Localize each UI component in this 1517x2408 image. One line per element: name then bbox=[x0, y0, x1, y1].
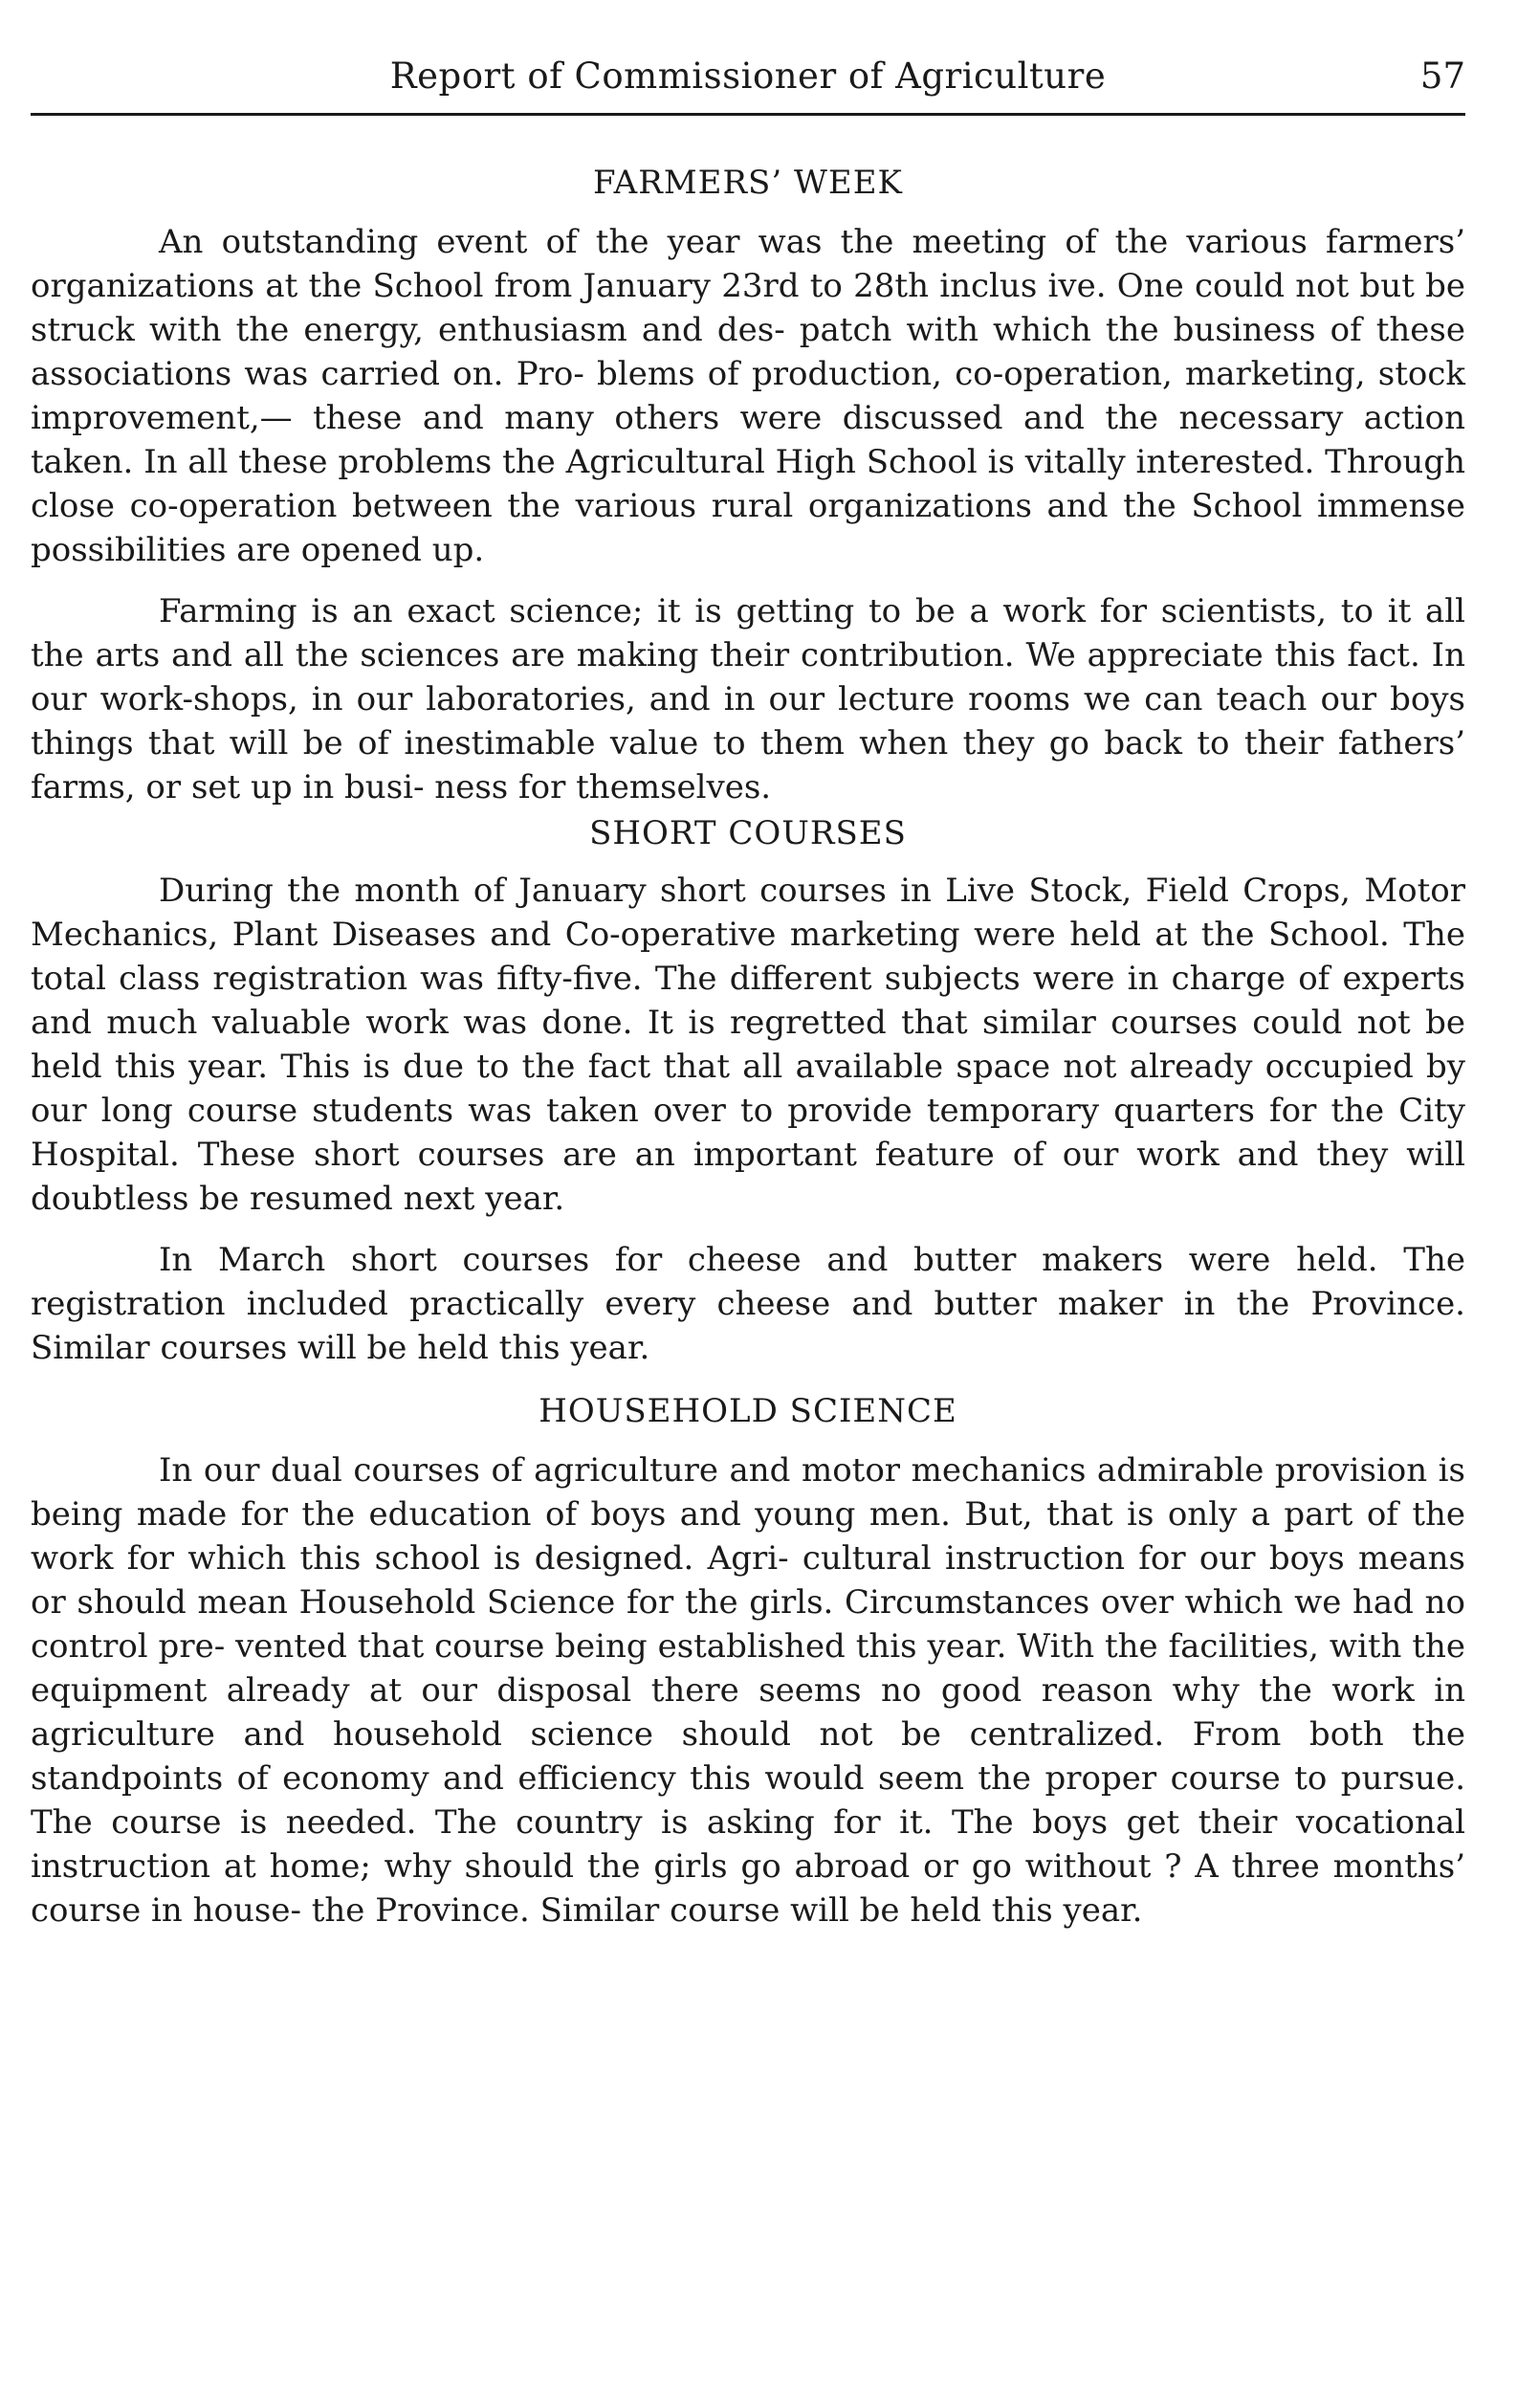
body-text bbox=[31, 161, 1465, 1933]
header-rule bbox=[31, 113, 1465, 116]
running-title: Report of Commissioner of Agriculture bbox=[389, 55, 1107, 97]
page-number: 57 bbox=[1419, 55, 1465, 97]
paragraph: During the month of January short courses in Live Stock, Field Crops, Motor Mechanics, Plant Diseases and Co-operative marketing were held at the School. The total class registration was fifty-five. The different subjects were in charge of experts and much valuable work was done. It is regretted that similar courses could not be held this year. This is due to the fact that all available space not already occupied by our long course students was taken over to provide temporary quarters for the City Hospital. These short courses are an important feature of our work and they will doubtless be resumed next year. bbox=[31, 872, 1465, 1218]
running-header bbox=[31, 55, 1465, 103]
section-heading-farmers-week: FARMERS’ WEEK bbox=[593, 164, 903, 202]
section-heading-short-courses: SHORT COURSES bbox=[589, 814, 907, 852]
paragraph: In March short courses for cheese and butter makers were held. The registration included practically every cheese and butter maker in the Province. Similar courses will be held this year. bbox=[31, 1241, 1465, 1367]
section-heading-household-science: HOUSEHOLD SCIENCE bbox=[539, 1392, 957, 1430]
paragraph: In our dual courses of agriculture and motor mechanics admirable provision is being made for the education of boys and young men. But, that is only a part of the work for which this school is designed. Agri- cultural instruction for our boys means or should mean Household Science for the girls. Circumstances over which we had no control pre- vented that course being established this year. With the facilities, with the equipment already at our disposal there seems no good reason why the work in agriculture and household science should not be centralized. From both the standpoints of economy and efficiency this would seem the proper course to pursue. The course is needed. The country is asking for it. The boys get their vocational instruction at home; why should the girls go abroad or go without ? A three months’ course in house- the Province. Similar course will be held this year. bbox=[31, 1451, 1465, 1930]
paragraph: Farming is an exact science; it is getting to be a work for scientists, to it all the arts and all the sciences are making their contribution. We appreciate this fact. In our work-shops, in our laboratories, and in our lecture rooms we can teach our boys things that will be of inestimable value to them when they go back to their fathers’ farms, or set up in busi- ness for themselves. bbox=[31, 592, 1465, 806]
paragraph: An outstanding event of the year was the meeting of the various farmers’ organizations at the School from January 23rd to 28th inclus ive. One could not but be struck with the energy, enthusiasm and des- patch with which the business of these associations was carried on. Pro- blems of production, co-operation, marketing, stock improvement,— these and many others were discussed and the necessary action taken. In all these problems the Agricultural High School is vitally interested. Through close co-operation between the various rural organizations and the School immense possibilities are opened up. bbox=[31, 223, 1465, 569]
